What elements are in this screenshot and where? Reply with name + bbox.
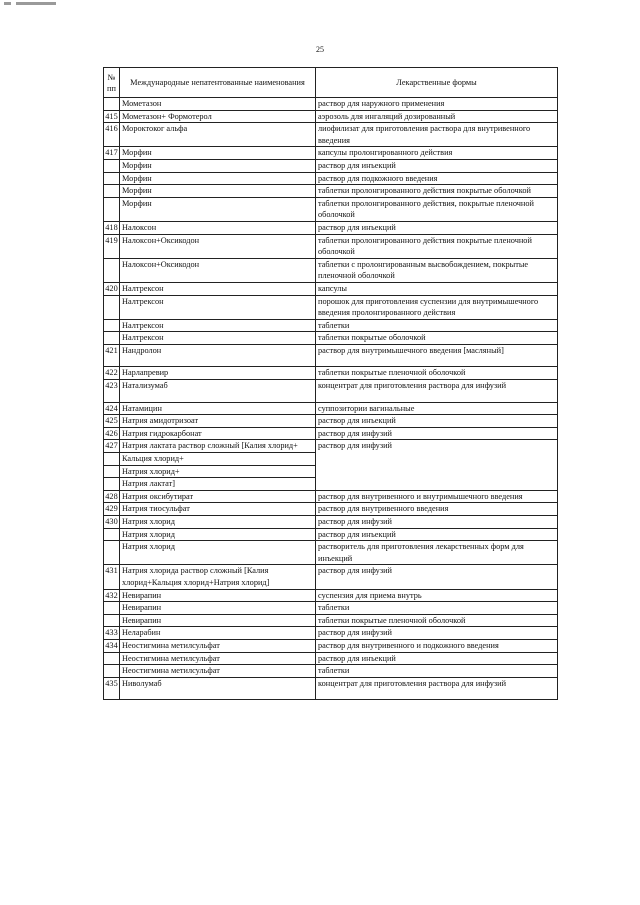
table-row [104, 427, 558, 440]
row-number: 435 [104, 677, 120, 700]
table-row [104, 147, 558, 160]
row-inn: Морфин [120, 172, 316, 185]
row-number: 427 [104, 440, 120, 453]
row-inn: Морфин [120, 147, 316, 160]
row-number: 429 [104, 503, 120, 516]
row-form: раствор для внутримышечного введения [масляный] [316, 344, 558, 367]
row-inn: Нарлапревир [120, 367, 316, 380]
row-inn: Налтрексон [120, 295, 316, 319]
row-number: 422 [104, 367, 120, 380]
table-body [104, 98, 558, 700]
row-number [104, 614, 120, 627]
row-inn: Натрия тиосульфат [120, 503, 316, 516]
table-row [104, 652, 558, 665]
row-form: раствор для подкожного введения [316, 172, 558, 185]
row-number [104, 319, 120, 332]
row-form: таблетки покрытые оболочкой [316, 332, 558, 345]
table-row [104, 258, 558, 282]
table-row [104, 367, 558, 380]
row-form: раствор для инъекций [316, 159, 558, 172]
row-form: раствор для инфузий [316, 516, 558, 529]
row-number [104, 541, 120, 565]
row-inn: Натализумаб [120, 380, 316, 403]
row-number [104, 665, 120, 678]
table-row [104, 185, 558, 198]
row-number: 431 [104, 565, 120, 589]
row-number: 418 [104, 221, 120, 234]
row-form: таблетки [316, 319, 558, 332]
row-number [104, 197, 120, 221]
table-row [104, 516, 558, 529]
table-row [104, 159, 558, 172]
table-row [104, 440, 558, 453]
table-row [104, 380, 558, 403]
row-number [104, 185, 120, 198]
row-number: 426 [104, 427, 120, 440]
row-number: 430 [104, 516, 120, 529]
row-form: раствор для инфузий [316, 565, 558, 589]
table-row [104, 627, 558, 640]
row-form: раствор для инфузий [316, 440, 558, 490]
table-row [104, 415, 558, 428]
table-row [104, 344, 558, 367]
table-row [104, 639, 558, 652]
row-number [104, 602, 120, 615]
row-number [104, 332, 120, 345]
table-row [104, 503, 558, 516]
row-number: 428 [104, 490, 120, 503]
row-number [104, 528, 120, 541]
row-inn: Невирапин [120, 589, 316, 602]
table-row [104, 110, 558, 123]
table-row [104, 282, 558, 295]
table-row [104, 528, 558, 541]
row-form: таблетки [316, 665, 558, 678]
row-form: порошок для приготовления суспензии для внутримышечного введения пролонгированного действия [316, 295, 558, 319]
row-inn: Натрия гидрокарбонат [120, 427, 316, 440]
row-number: 425 [104, 415, 120, 428]
row-inn: Невирапин [120, 602, 316, 615]
row-number: 432 [104, 589, 120, 602]
row-form: концентрат для приготовления раствора для инфузий [316, 380, 558, 403]
row-number [104, 159, 120, 172]
row-form: раствор для инфузий [316, 627, 558, 640]
row-form: таблетки пролонгированного действия покрытые пленочной оболочкой [316, 234, 558, 258]
row-inn: Мометазон [120, 98, 316, 111]
table-row [104, 319, 558, 332]
table-row [104, 665, 558, 678]
header-inn: Международные непатентованные наименования [120, 68, 316, 98]
row-number [104, 98, 120, 111]
scan-corner-mark [4, 2, 60, 7]
row-inn: Натрия амидотризоат [120, 415, 316, 428]
row-form: раствор для инъекций [316, 652, 558, 665]
row-inn: Натамицин [120, 402, 316, 415]
row-form: таблетки с пролонгированным высвобождением, покрытые пленочной оболочкой [316, 258, 558, 282]
row-form: раствор для внутривенного и внутримышечного введения [316, 490, 558, 503]
row-number: 419 [104, 234, 120, 258]
row-form: раствор для инъекций [316, 528, 558, 541]
row-inn: Натрия оксибутират [120, 490, 316, 503]
row-inn: Налоксон+Оксикодон [120, 258, 316, 282]
row-number: 433 [104, 627, 120, 640]
table-row [104, 602, 558, 615]
row-inn: Налоксон+Оксикодон [120, 234, 316, 258]
table-row [104, 98, 558, 111]
table-row [104, 677, 558, 700]
table-row [104, 197, 558, 221]
row-form: раствор для внутривенного и подкожного введения [316, 639, 558, 652]
row-inn: Неостигмина метилсульфат [120, 665, 316, 678]
row-inn: Морфин [120, 197, 316, 221]
row-inn: Натрия хлорид [120, 516, 316, 529]
row-form: таблетки покрытые пленочной оболочкой [316, 367, 558, 380]
table-row [104, 221, 558, 234]
row-number: 434 [104, 639, 120, 652]
row-form: раствор для инъекций [316, 415, 558, 428]
row-inn: Натрия лактат] [120, 478, 316, 491]
row-inn: Натрия хлорида раствор сложный [Калия хлорид+Кальция хлорид+Натрия хлорид] [120, 565, 316, 589]
table-row [104, 565, 558, 589]
row-form: суспензия для приема внутрь [316, 589, 558, 602]
row-form: лиофилизат для приготовления раствора для внутривенного введения [316, 123, 558, 147]
table-header-row [104, 68, 558, 98]
row-form: раствор для наружного применения [316, 98, 558, 111]
row-inn: Ниволумаб [120, 677, 316, 700]
table-row [104, 490, 558, 503]
row-number: 420 [104, 282, 120, 295]
table-row [104, 589, 558, 602]
row-number: 416 [104, 123, 120, 147]
row-number [104, 258, 120, 282]
header-forms: Лекарственные формы [316, 68, 558, 98]
row-form: концентрат для приготовления раствора для инфузий [316, 677, 558, 700]
row-number [104, 478, 120, 491]
table-row [104, 541, 558, 565]
row-inn: Морфин [120, 159, 316, 172]
table-row [104, 295, 558, 319]
row-number [104, 652, 120, 665]
row-inn: Мометазон+ Формотерол [120, 110, 316, 123]
row-form: таблетки пролонгированного действия, покрытые пленочной оболочкой [316, 197, 558, 221]
row-inn: Натрия хлорид [120, 541, 316, 565]
row-number: 415 [104, 110, 120, 123]
table-row [104, 614, 558, 627]
row-form: суппозитории вагинальные [316, 402, 558, 415]
row-form: раствор для инъекций [316, 221, 558, 234]
row-inn: Неостигмина метилсульфат [120, 639, 316, 652]
table-row [104, 234, 558, 258]
row-inn: Кальция хлорид+ [120, 453, 316, 466]
row-number [104, 453, 120, 466]
row-inn: Мороктоког альфа [120, 123, 316, 147]
row-form: таблетки покрытые пленочной оболочкой [316, 614, 558, 627]
table-row [104, 402, 558, 415]
row-number [104, 295, 120, 319]
row-number [104, 465, 120, 478]
row-inn: Налтрексон [120, 319, 316, 332]
row-number: 423 [104, 380, 120, 403]
row-form: растворитель для приготовления лекарственных форм для инъекций [316, 541, 558, 565]
row-form: таблетки [316, 602, 558, 615]
row-inn: Налтрексон [120, 282, 316, 295]
row-inn: Налоксон [120, 221, 316, 234]
drug-forms-table [103, 67, 558, 700]
row-inn: Нандролон [120, 344, 316, 367]
row-form: раствор для внутривенного введения [316, 503, 558, 516]
row-number: 424 [104, 402, 120, 415]
row-number: 417 [104, 147, 120, 160]
row-inn: Неостигмина метилсульфат [120, 652, 316, 665]
row-form: раствор для инфузий [316, 427, 558, 440]
header-number: № пп [104, 68, 120, 98]
table-row [104, 332, 558, 345]
row-number [104, 172, 120, 185]
row-inn: Морфин [120, 185, 316, 198]
row-inn: Неларабин [120, 627, 316, 640]
row-form: аэрозоль для ингаляций дозированный [316, 110, 558, 123]
row-inn: Натрия лактата раствор сложный [Калия хлорид+ [120, 440, 316, 453]
row-inn: Натрия хлорид [120, 528, 316, 541]
row-form: капсулы [316, 282, 558, 295]
row-form: таблетки пролонгированного действия покрытые оболочкой [316, 185, 558, 198]
table-row [104, 172, 558, 185]
row-inn: Налтрексон [120, 332, 316, 345]
row-inn: Натрия хлорид+ [120, 465, 316, 478]
row-form: капсулы пролонгированного действия [316, 147, 558, 160]
page-number: 25 [316, 45, 324, 54]
row-inn: Невирапин [120, 614, 316, 627]
table-row [104, 123, 558, 147]
row-number: 421 [104, 344, 120, 367]
